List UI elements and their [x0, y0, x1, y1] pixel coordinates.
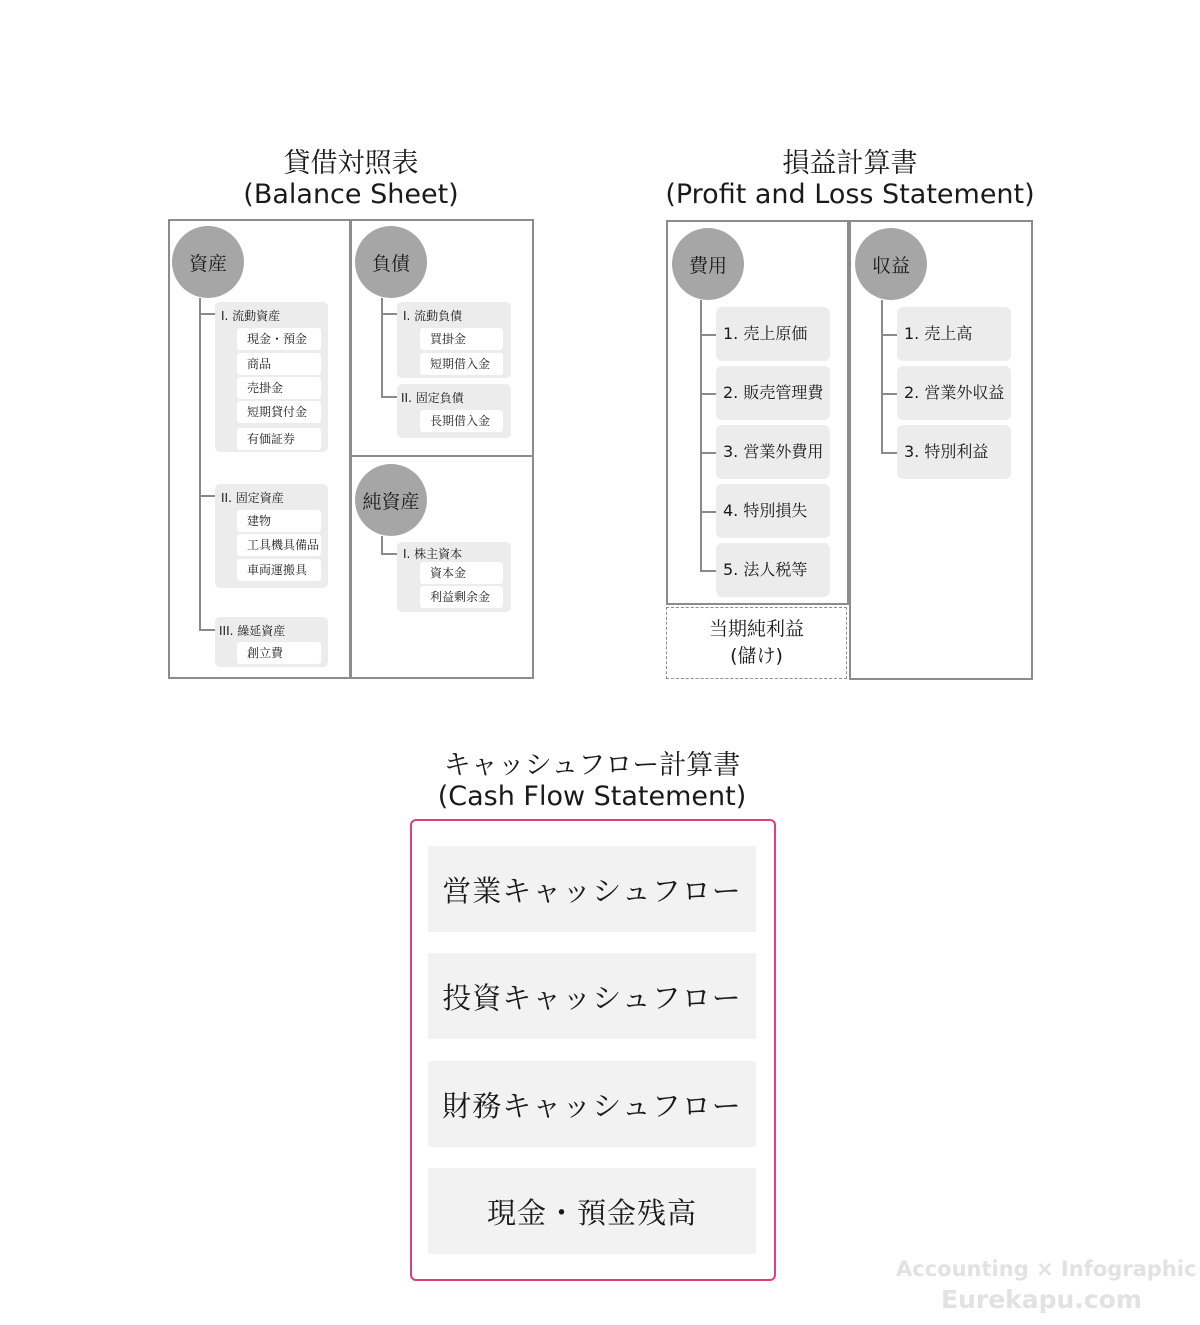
revenue-circle: 収益: [855, 228, 927, 300]
expense-item: 4. 特別損失: [716, 484, 830, 538]
asset-item: 創立費: [237, 642, 321, 664]
cash-balance: 現金・預金残高: [428, 1168, 756, 1254]
fixed-liabilities-group: [397, 384, 511, 438]
liabilities-circle: 負債: [355, 226, 427, 298]
cash-flow-title-ja: キャッシュフロー計算書: [443, 750, 741, 781]
asset-item: 工具機具備品: [237, 534, 321, 556]
cash-flow-title-en: (Cash Flow Statement): [437, 781, 747, 812]
equity-label: I. 株主資本: [403, 547, 463, 561]
current-assets-label: I. 流動資産: [221, 309, 281, 323]
net-assets-circle: 純資産: [355, 464, 427, 536]
net-income-box: [666, 607, 847, 679]
expense-item: 1. 売上原価: [716, 307, 830, 361]
asset-item: 商品: [237, 353, 321, 375]
expense-item: 2. 販売管理費: [716, 366, 830, 420]
asset-item: 売掛金: [237, 377, 321, 399]
asset-item: 短期貸付金: [237, 401, 321, 423]
balance-sheet-title-en: (Balance Sheet): [243, 179, 459, 210]
equity-item: 利益剰余金: [420, 586, 503, 608]
equity-group: [397, 542, 511, 612]
expense-item: 5. 法人税等: [716, 543, 830, 597]
profit-loss-title-ja: 損益計算書: [782, 148, 918, 179]
expenses-circle: 費用: [672, 228, 744, 300]
liability-item: 短期借入金: [420, 353, 503, 375]
net-income-label: 当期純利益: [708, 618, 804, 640]
revenue-item: 2. 営業外収益: [897, 366, 1011, 420]
revenue-item: 3. 特別利益: [897, 425, 1011, 479]
profit-loss-title: [650, 148, 1050, 210]
revenue-item: 1. 売上高: [897, 307, 1011, 361]
current-liabilities-label: I. 流動負債: [403, 309, 463, 323]
financing-cash-flow: 財務キャッシュフロー: [428, 1061, 756, 1147]
net-income-note: (儲け): [730, 645, 783, 667]
fixed-assets-label: II. 固定資産: [221, 491, 284, 505]
current-liabilities-group: [397, 302, 511, 378]
assets-circle: 資産: [172, 226, 244, 298]
current-assets-group: [215, 302, 328, 452]
watermark-line2: Eurekapu.com: [941, 1285, 1142, 1314]
cash-flow-title: [392, 750, 792, 812]
watermark-line1: Accounting × Infographic: [896, 1257, 1197, 1281]
operating-cash-flow: 営業キャッシュフロー: [428, 846, 756, 932]
fixed-liabilities-label: II. 固定負債: [401, 391, 464, 405]
asset-item: 建物: [237, 510, 321, 532]
liability-item: 長期借入金: [420, 410, 503, 432]
profit-loss-title-en: (Profit and Loss Statement): [665, 179, 1035, 210]
investing-cash-flow: 投資キャッシュフロー: [428, 953, 756, 1039]
asset-item: 現金・預金: [237, 328, 321, 350]
assets-tree-line: [199, 298, 201, 630]
asset-item: 車両運搬具: [237, 559, 321, 581]
balance-sheet-title-ja: 貸借対照表: [283, 148, 419, 179]
fixed-assets-group: [215, 484, 328, 588]
expense-item: 3. 営業外費用: [716, 425, 830, 479]
balance-sheet-title: [170, 148, 532, 210]
asset-item: 有価証券: [237, 428, 321, 450]
deferred-assets-label: III. 繰延資産: [219, 624, 286, 638]
equity-item: 資本金: [420, 562, 503, 584]
liability-item: 買掛金: [420, 328, 503, 350]
deferred-assets-group: [215, 617, 328, 667]
